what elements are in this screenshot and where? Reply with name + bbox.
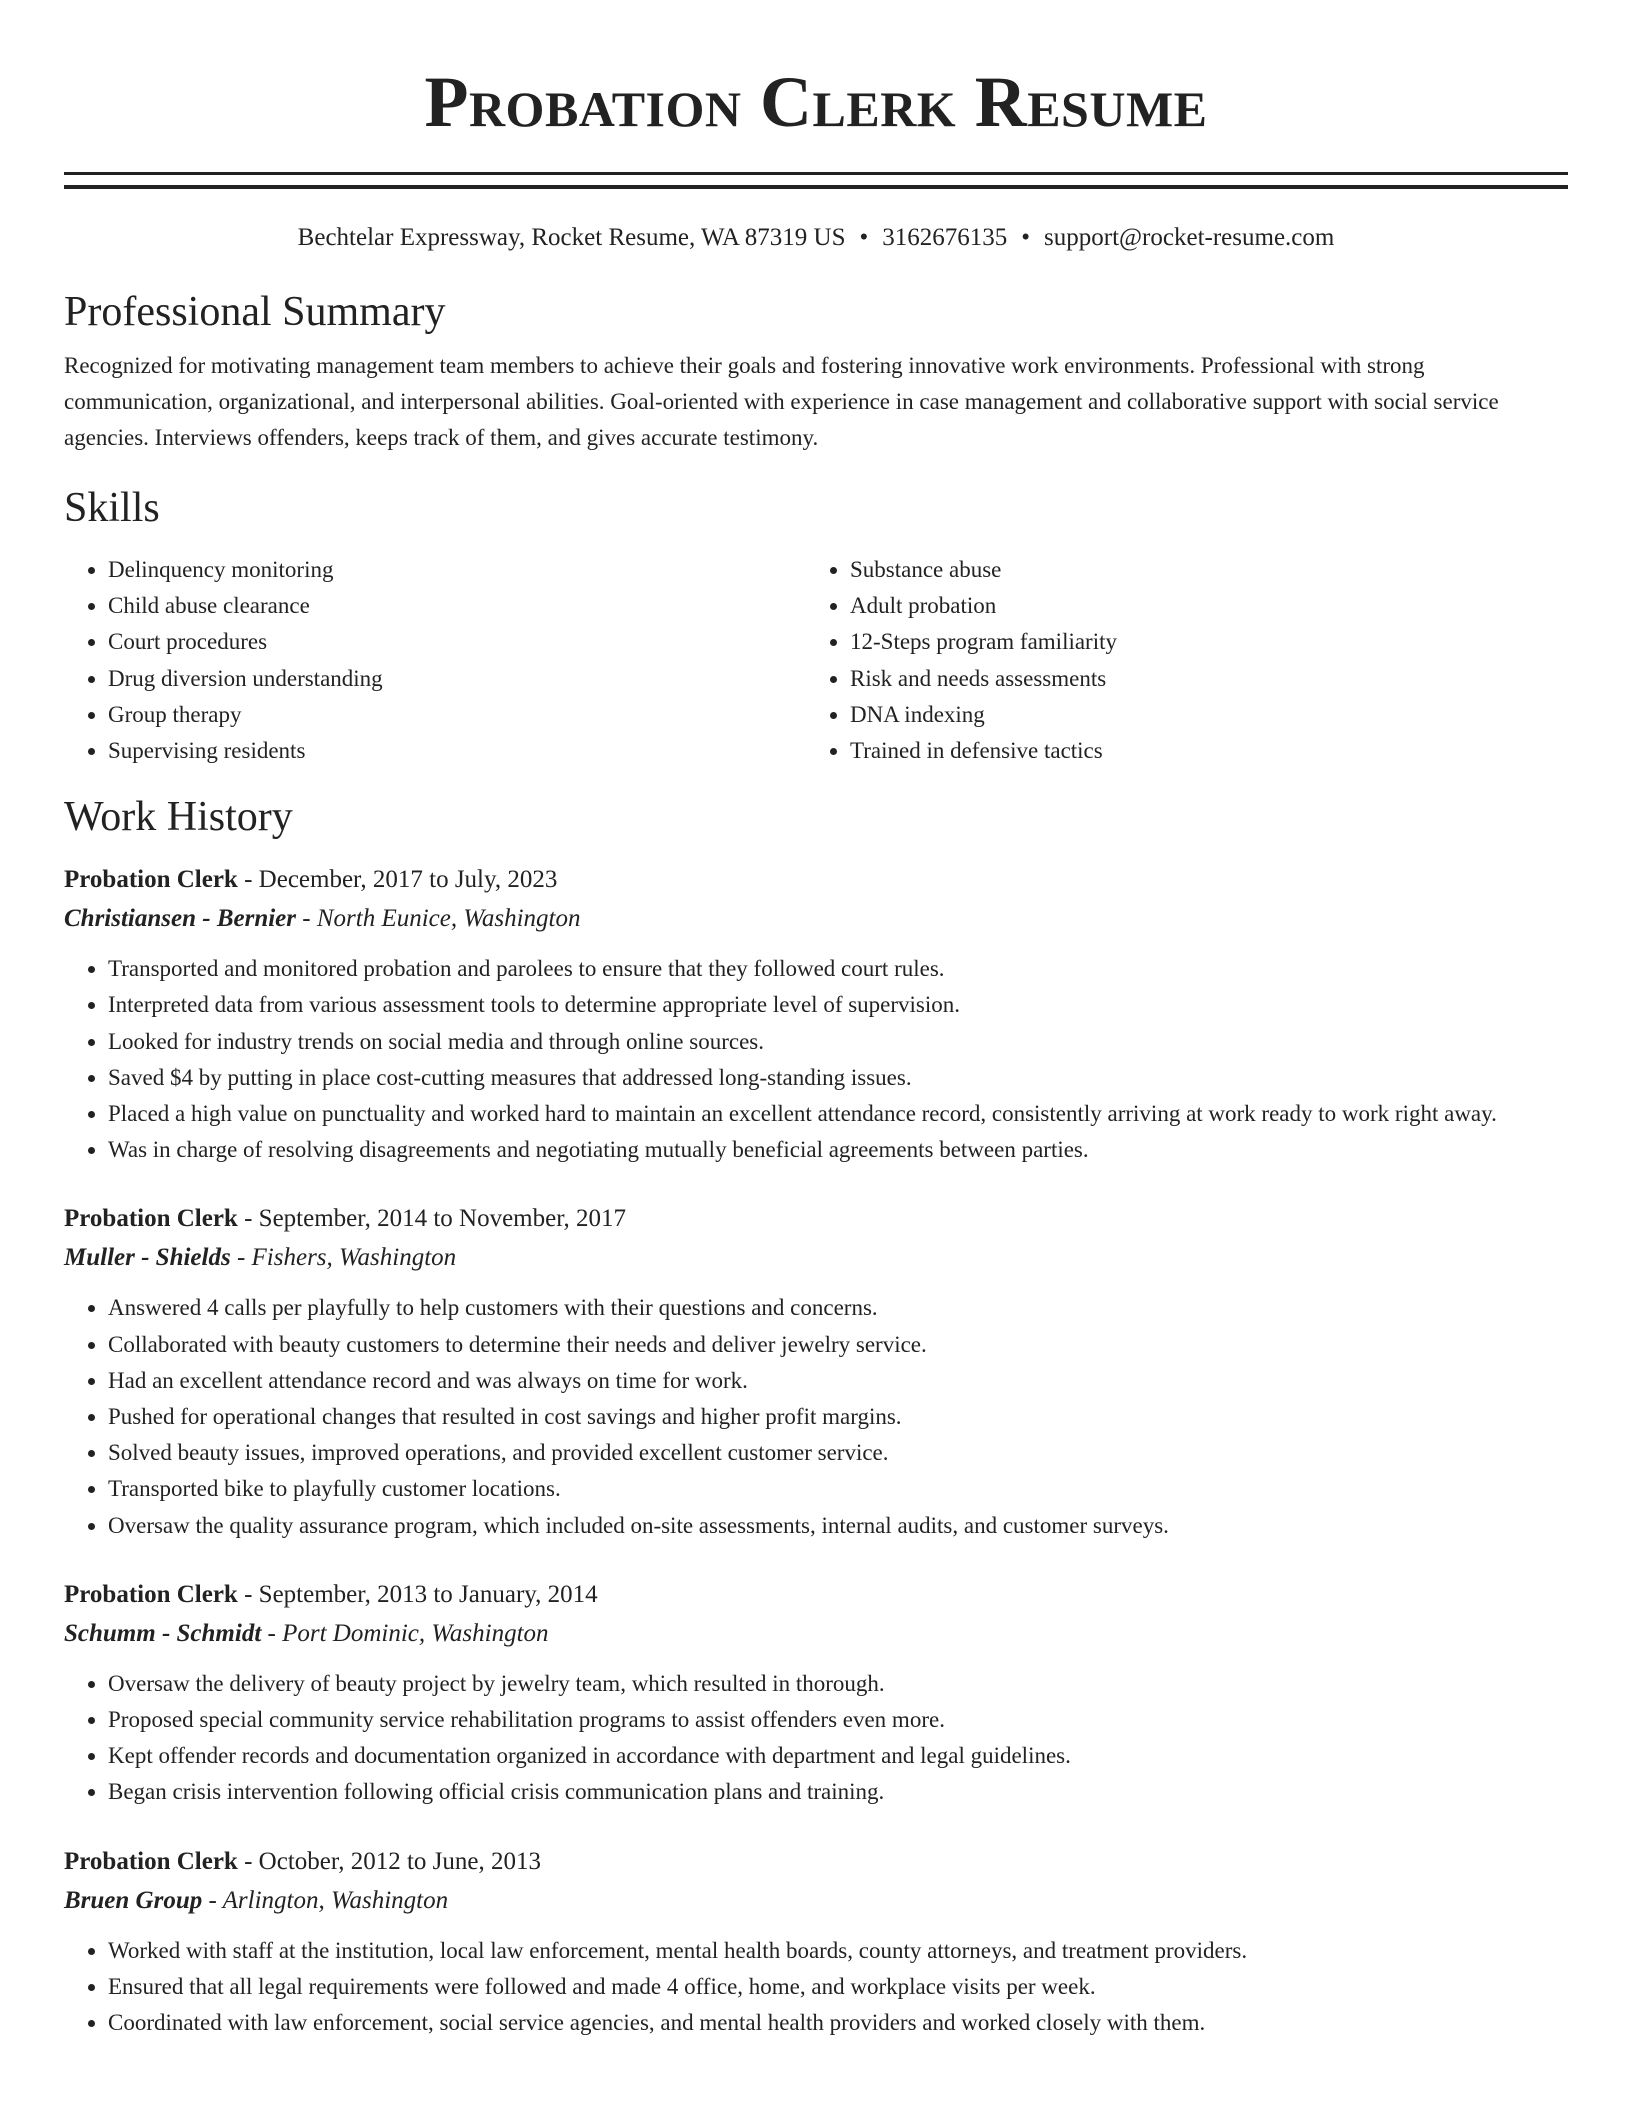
job-bullet: • Kept offender records and documentation organized in accordance with department and legal guidelines. [108, 1738, 1568, 1774]
dash: - [237, 1205, 259, 1233]
job-bullet: • Transported bike to playfully customer locations. [108, 1471, 1568, 1507]
job-bullet: • Transported and monitored probation and parolees to ensure that they followed court rules. [108, 951, 1568, 987]
job-location: Arlington, Washington [222, 1886, 449, 1914]
job-bullet: • Proposed special community service rehabilitation programs to assist offenders even more. [108, 1702, 1568, 1738]
contact-address: Bechtelar Expressway, Rocket Resume, WA 87319 US [297, 224, 846, 251]
job-dates: September, 2013 to January, 2014 [258, 1580, 598, 1608]
job-bullets [64, 1290, 1568, 1543]
dash: - [237, 1580, 259, 1608]
job-title-line [64, 1843, 1568, 1881]
contact-phone: 3162676135 [882, 224, 1008, 251]
skill-item: • Trained in defensive tactics [850, 733, 1548, 769]
skill-item: • DNA indexing [850, 697, 1548, 733]
job-bullet: • Answered 4 calls per playfully to help customers with their questions and concerns. [108, 1290, 1568, 1326]
resume-page [64, 0, 1568, 2041]
job-title: Probation Clerk [64, 1580, 238, 1608]
contact-separator: • [859, 224, 869, 251]
job-entry [64, 1200, 1568, 1543]
job-title-line [64, 1576, 1568, 1614]
skill-item: • Delinquency monitoring [108, 552, 806, 588]
contact-line [64, 221, 1568, 255]
job-bullet: • Was in charge of resolving disagreements and negotiating mutually beneficial agreements between parties. [108, 1132, 1568, 1168]
skill-item: • 12-Steps program familiarity [850, 624, 1548, 660]
job-title: Probation Clerk [64, 866, 238, 894]
job-dates: October, 2012 to June, 2013 [258, 1847, 541, 1875]
skills-columns [64, 552, 1568, 769]
skills-list-right [806, 552, 1548, 769]
contact-separator: • [1021, 224, 1031, 251]
company-name: Bruen Group [64, 1886, 203, 1914]
dash: - [237, 1847, 259, 1875]
job-bullet: • Saved $4 by putting in place cost-cutting measures that addressed long-standing issues. [108, 1060, 1568, 1096]
job-bullet: • Solved beauty issues, improved operations, and provided excellent customer service. [108, 1435, 1568, 1471]
job-entry [64, 861, 1568, 1168]
job-bullet: • Began crisis intervention following official crisis communication plans and training. [108, 1774, 1568, 1810]
contact-email: support@rocket-resume.com [1044, 224, 1335, 251]
job-bullets [64, 1933, 1568, 2042]
title-divider [64, 172, 1568, 189]
dash: - [261, 1619, 283, 1647]
job-bullet: • Interpreted data from various assessment tools to determine appropriate level of supervision. [108, 987, 1568, 1023]
skill-item: • Court procedures [108, 624, 806, 660]
company-line [64, 899, 1568, 939]
resume-title: Probation Clerk Resume [424, 62, 1208, 142]
skill-item: • Child abuse clearance [108, 588, 806, 624]
job-title-line [64, 861, 1568, 899]
company-line [64, 1238, 1568, 1278]
job-bullets [64, 951, 1568, 1168]
skill-item: • Risk and needs assessments [850, 661, 1548, 697]
job-title: Probation Clerk [64, 1205, 238, 1233]
job-bullet: • Ensured that all legal requirements were followed and made 4 office, home, and workplace visits per week. [108, 1969, 1568, 2005]
job-bullet: • Oversaw the delivery of beauty project by jewelry team, which resulted in thorough. [108, 1666, 1568, 1702]
summary-heading: Professional Summary [64, 289, 446, 335]
skills-list-left [64, 552, 806, 769]
work-history-heading: Work History [64, 794, 293, 841]
job-bullet: • Placed a high value on punctuality and worked hard to maintain an excellent attendance record, consistently arriving at work ready to work right away. [108, 1096, 1568, 1132]
job-bullet: • Pushed for operational changes that resulted in cost savings and higher profit margins. [108, 1399, 1568, 1435]
job-title-line [64, 1200, 1568, 1238]
skill-item: • Adult probation [850, 588, 1548, 624]
summary-text: Recognized for motivating management team members to achieve their goals and fostering innovative work environments. Professional with strong communication, organizational, and interpersonal abilities. Goal-oriented with experience in case management and collaborative support with social service agencies. Interviews offenders, keeps track of them, and gives accurate testimony. [64, 353, 1499, 450]
job-bullet: • Looked for industry trends on social media and through online sources. [108, 1024, 1568, 1060]
job-location: North Eunice, Washington [316, 905, 581, 933]
job-dates: September, 2014 to November, 2017 [258, 1205, 627, 1233]
job-location: Fishers, Washington [251, 1244, 457, 1272]
company-name: Muller - Shields [64, 1244, 231, 1272]
job-bullet: • Oversaw the quality assurance program, which included on-site assessments, internal audits, and customer surveys. [108, 1508, 1568, 1544]
job-dates: December, 2017 to July, 2023 [258, 866, 558, 894]
skill-item: • Group therapy [108, 697, 806, 733]
skill-item: • Substance abuse [850, 552, 1548, 588]
job-location: Port Dominic, Washington [282, 1619, 549, 1647]
dash: - [230, 1244, 252, 1272]
skill-item: • Supervising residents [108, 733, 806, 769]
skills-heading: Skills [64, 485, 160, 531]
job-entry [64, 1843, 1568, 2042]
dash: - [296, 905, 317, 933]
dash: - [202, 1886, 223, 1914]
dash: - [237, 866, 259, 894]
job-bullet: • Collaborated with beauty customers to determine their needs and deliver jewelry service. [108, 1327, 1568, 1363]
job-bullets [64, 1666, 1568, 1811]
company-name: Schumm - Schmidt [64, 1619, 262, 1647]
job-bullet: • Had an excellent attendance record and was always on time for work. [108, 1363, 1568, 1399]
job-bullet: • Coordinated with law enforcement, social service agencies, and mental health providers and worked closely with them. [108, 2005, 1568, 2041]
company-name: Christiansen - Bernier [64, 905, 297, 933]
company-line [64, 1881, 1568, 1921]
job-entry [64, 1576, 1568, 1811]
skill-item: • Drug diversion understanding [108, 661, 806, 697]
company-line [64, 1614, 1568, 1654]
job-bullet: • Worked with staff at the institution, local law enforcement, mental health boards, county attorneys, and treatment providers. [108, 1933, 1568, 1969]
job-title: Probation Clerk [64, 1847, 238, 1875]
